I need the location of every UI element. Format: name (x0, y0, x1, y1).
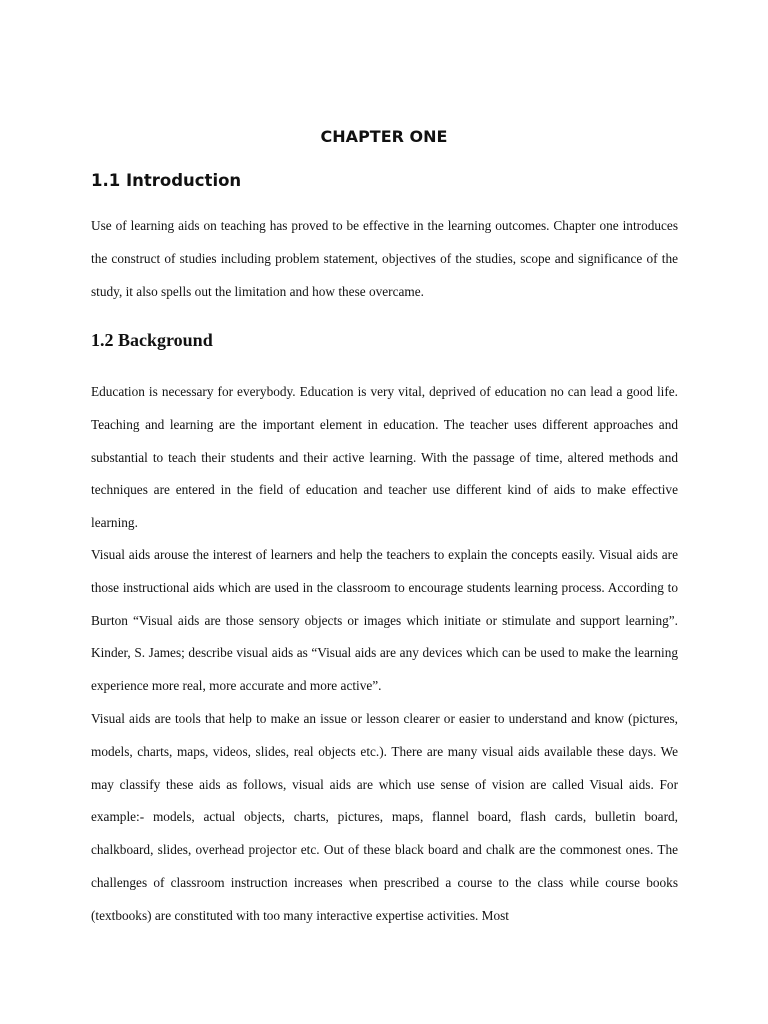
background-paragraph-1: Education is necessary for everybody. Education is very vital, deprived of education no can lead a good life. Teaching and learning are the important element in education. The teacher uses different approaches and substantial to teach their students and their active learning. With the passage of time, altered methods and techniques are entered in the field of education and teacher use different kind of aids to make effective learning. (91, 384, 678, 531)
section-heading-introduction: 1.1 Introduction (91, 171, 242, 190)
background-paragraph-2: Visual aids arouse the interest of learners and help the teachers to explain the concepts easily. Visual aids are those instructional aids which are used in the classroom to encourage students learning process. According to Burton “Visual aids are those sensory objects or images which initiate or stimulate and support learning”. Kinder, S. James; describe visual aids as “Visual aids are any devices which can be used to make the learning experience more real, more accurate and more active”. (91, 547, 678, 694)
background-paragraph-3: Visual aids are tools that help to make an issue or lesson clearer or easier to understand and know (pictures, models, charts, maps, videos, slides, real objects etc.). There are many visual aids available these days. We may classify these aids as follows, visual aids are which use sense of vision are called Visual aids. For example:- models, actual objects, charts, pictures, maps, flannel board, flash cards, bulletin board, chalkboard, slides, overhead projector etc. Out of these black board and chalk are the commonest ones. The challenges of classroom instruction increases when prescribed a course to the class while course books (textbooks) are constituted with too many interactive expertise activities. Most (91, 711, 678, 923)
section-heading-background: 1.2 Background (91, 330, 213, 350)
introduction-paragraph: Use of learning aids on teaching has proved to be effective in the learning outcomes. Chapter one introduces the construct of studies including problem statement, objectives of the studies, scope and significance of the study, it also spells out the limitation and how these overcame. (91, 218, 678, 299)
chapter-title: CHAPTER ONE (320, 127, 448, 146)
